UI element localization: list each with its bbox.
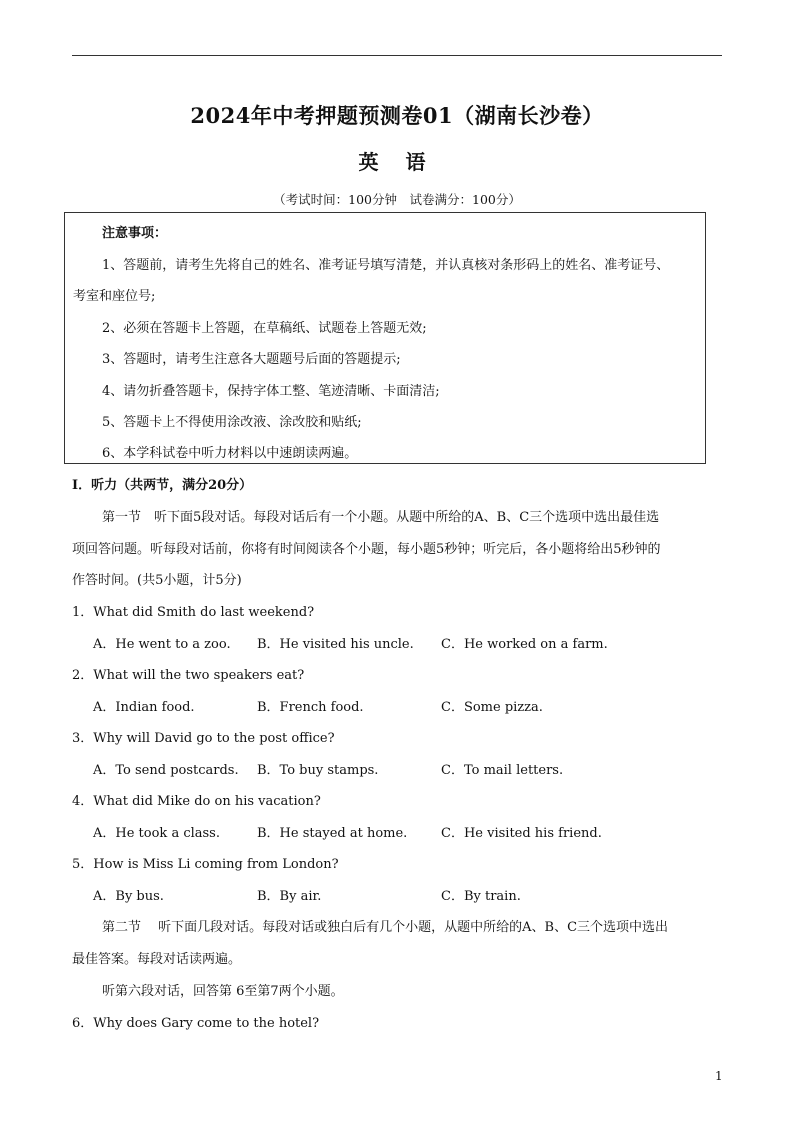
exam-title: 2024年中考押题预测卷01（湖南长沙卷）: [190, 103, 604, 128]
option-a: A．He took a class.: [93, 826, 220, 841]
question-text: 5．How is Miss Li coming from London?: [72, 857, 339, 872]
option-b: B．To buy stamps.: [257, 763, 379, 778]
question-text: 1．What did Smith do last weekend?: [72, 605, 315, 620]
question-text: 4．What did Mike do on his vacation?: [72, 794, 321, 809]
notice-item: 3、答题时，请考生注意各大题题号后面的答题提示;: [102, 352, 401, 367]
option-c: C．By train.: [441, 889, 521, 904]
option-c: C．He worked on a farm.: [441, 637, 608, 652]
notice-box: [64, 212, 706, 464]
notice-item: 2、必须在答题卡上答题，在草稿纸、试题卷上答题无效;: [102, 321, 427, 336]
question-text: 2．What will the two speakers eat?: [72, 668, 305, 683]
part1-intro-line: 第一节 听下面5段对话。每段对话后有一个小题。从题中所给的A、B、C三个选项中选出最佳选: [102, 510, 660, 525]
part1-intro-line: 项回答问题。听每段对话前，你将有时间阅读各个小题，每小题5秒钟；听完后，各小题将给出5秒钟的: [72, 542, 661, 557]
option-b: B．He stayed at home.: [257, 826, 408, 841]
notice-title: 注意事项：: [102, 226, 168, 241]
option-a: A．Indian food.: [93, 700, 195, 715]
notice-item: 1、答题前，请考生先将自己的姓名、准考证号填写清楚，并认真核对条形码上的姓名、准考证号、: [102, 258, 670, 273]
question-text: 3．Why will David go to the post office?: [72, 731, 335, 746]
notice-item: 4、请勿折叠答题卡，保持字体工整、笔迹清晰、卡面清洁;: [102, 384, 440, 399]
option-a: A．By bus.: [93, 889, 164, 904]
option-b: B．He visited his uncle.: [257, 637, 414, 652]
question-text: 6．Why does Gary come to the hotel?: [72, 1016, 320, 1031]
notice-item: 考室和座位号;: [73, 289, 156, 304]
option-c: C．To mail letters.: [441, 763, 564, 778]
header-rule: [72, 55, 722, 56]
option-b: B．French food.: [257, 700, 364, 715]
option-a: A．He went to a zoo.: [93, 637, 231, 652]
option-c: C．He visited his friend.: [441, 826, 602, 841]
option-b: B．By air.: [257, 889, 322, 904]
notice-item: 5、答题卡上不得使用涂改液、涂改胶和贴纸;: [102, 415, 362, 430]
exam-info: （考试时间：100分钟 试卷满分：100分）: [273, 192, 521, 207]
section-heading: I．听力（共两节，满分20分）: [72, 478, 253, 493]
dialog-intro: 听第六段对话，回答第 6至第7两个小题。: [102, 984, 344, 999]
notice-item: 6、本学科试卷中听力材料以中速朗读两遍。: [102, 446, 358, 461]
part2-intro-line: 第二节 听下面几段对话。每段对话或独白后有几个小题，从题中所给的A、B、C三个选项中选出: [102, 920, 669, 935]
option-a: A．To send postcards.: [93, 763, 239, 778]
part2-intro-line: 最佳答案。每段对话读两遍。: [72, 952, 242, 967]
page-number: 1: [715, 1069, 723, 1083]
part1-intro-line: 作答时间。(共5小题，计5分): [72, 573, 242, 588]
option-c: C．Some pizza.: [441, 700, 543, 715]
subject-title: 英 语: [358, 150, 436, 174]
